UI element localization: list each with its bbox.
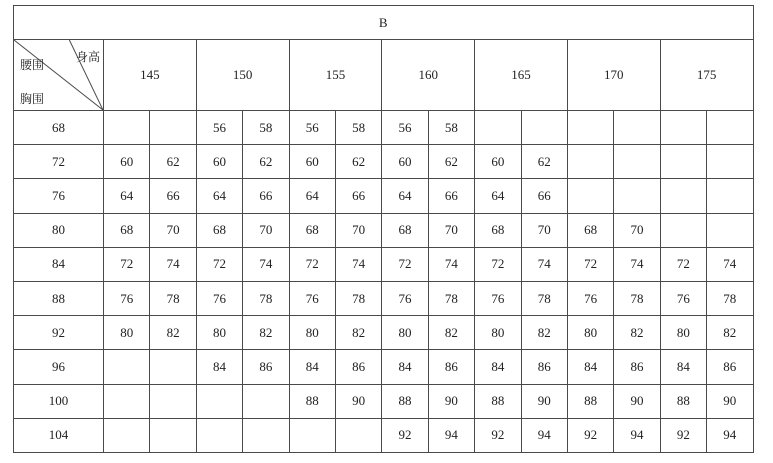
- waist-size-cell: [567, 111, 613, 145]
- waist-size-cell: 62: [521, 145, 567, 179]
- waist-size-cell: 86: [428, 350, 474, 384]
- chest-size-cell: 68: [14, 111, 104, 145]
- waist-size-cell: 78: [150, 281, 196, 315]
- chest-size-cell: 72: [14, 145, 104, 179]
- waist-size-cell: 92: [382, 418, 428, 452]
- table-row: [14, 418, 754, 452]
- waist-size-cell: [196, 384, 242, 418]
- height-header-150: 150: [196, 40, 289, 111]
- waist-size-cell: [567, 145, 613, 179]
- waist-size-cell: 88: [382, 384, 428, 418]
- waist-size-cell: 60: [382, 145, 428, 179]
- waist-size-cell: 68: [289, 213, 335, 247]
- waist-size-cell: [707, 145, 753, 179]
- waist-size-cell: [660, 111, 706, 145]
- waist-size-cell: [243, 418, 289, 452]
- waist-size-cell: 72: [475, 247, 521, 281]
- waist-size-cell: 66: [150, 179, 196, 213]
- waist-size-cell: [707, 179, 753, 213]
- height-header-145: 145: [104, 40, 197, 111]
- height-axis-label: 身高: [75, 50, 100, 64]
- waist-size-cell: 86: [335, 350, 381, 384]
- waist-size-cell: 90: [707, 384, 753, 418]
- waist-size-cell: [614, 145, 660, 179]
- waist-size-cell: [707, 213, 753, 247]
- waist-size-cell: 70: [335, 213, 381, 247]
- waist-size-cell: [475, 111, 521, 145]
- waist-size-cell: 80: [567, 316, 613, 350]
- waist-size-cell: 56: [196, 111, 242, 145]
- waist-size-cell: [104, 350, 150, 384]
- waist-size-cell: 64: [475, 179, 521, 213]
- waist-size-cell: 76: [382, 281, 428, 315]
- waist-size-cell: 76: [104, 281, 150, 315]
- waist-size-cell: 82: [428, 316, 474, 350]
- waist-size-cell: 80: [382, 316, 428, 350]
- waist-size-cell: 82: [335, 316, 381, 350]
- waist-size-cell: 76: [196, 281, 242, 315]
- waist-size-cell: 84: [475, 350, 521, 384]
- waist-size-cell: 92: [660, 418, 706, 452]
- waist-size-cell: 90: [614, 384, 660, 418]
- waist-size-cell: 94: [707, 418, 753, 452]
- waist-size-cell: 90: [428, 384, 474, 418]
- waist-size-cell: 68: [475, 213, 521, 247]
- waist-size-cell: [104, 418, 150, 452]
- waist-size-cell: 70: [521, 213, 567, 247]
- waist-size-cell: 88: [660, 384, 706, 418]
- chest-size-cell: 100: [14, 384, 104, 418]
- waist-size-cell: [660, 213, 706, 247]
- chest-size-cell: 92: [14, 316, 104, 350]
- title-row: [14, 6, 754, 40]
- waist-size-cell: 56: [382, 111, 428, 145]
- waist-size-cell: 78: [335, 281, 381, 315]
- waist-size-cell: 60: [196, 145, 242, 179]
- waist-size-cell: 78: [707, 281, 753, 315]
- height-header-165: 165: [475, 40, 568, 111]
- waist-size-cell: 80: [475, 316, 521, 350]
- waist-size-cell: 82: [243, 316, 289, 350]
- waist-size-cell: 62: [150, 145, 196, 179]
- waist-size-cell: 86: [707, 350, 753, 384]
- waist-size-cell: 60: [104, 145, 150, 179]
- waist-size-cell: 88: [475, 384, 521, 418]
- waist-size-cell: [614, 179, 660, 213]
- waist-size-cell: 74: [150, 247, 196, 281]
- waist-size-cell: 68: [104, 213, 150, 247]
- waist-size-cell: 70: [243, 213, 289, 247]
- waist-size-cell: 72: [289, 247, 335, 281]
- waist-size-cell: 68: [196, 213, 242, 247]
- waist-size-cell: 74: [428, 247, 474, 281]
- table-row: [14, 111, 754, 145]
- waist-size-cell: 78: [428, 281, 474, 315]
- waist-size-cell: 72: [567, 247, 613, 281]
- waist-axis-label: 腰围: [20, 58, 45, 72]
- waist-size-cell: 78: [243, 281, 289, 315]
- waist-size-cell: 82: [521, 316, 567, 350]
- table-row: [14, 384, 754, 418]
- diagonal-header-cell: [14, 40, 104, 111]
- waist-size-cell: 66: [243, 179, 289, 213]
- waist-size-cell: 88: [567, 384, 613, 418]
- waist-size-cell: 84: [660, 350, 706, 384]
- waist-size-cell: 64: [104, 179, 150, 213]
- header-row: [14, 40, 754, 111]
- height-header-175: 175: [660, 40, 753, 111]
- waist-size-cell: [660, 179, 706, 213]
- chest-axis-label: 胸围: [20, 92, 45, 106]
- waist-size-cell: [521, 111, 567, 145]
- waist-size-cell: 94: [428, 418, 474, 452]
- waist-size-cell: [243, 384, 289, 418]
- waist-size-cell: 80: [289, 316, 335, 350]
- waist-size-cell: [335, 418, 381, 452]
- waist-size-cell: 68: [567, 213, 613, 247]
- table-row: [14, 316, 754, 350]
- waist-size-cell: 76: [289, 281, 335, 315]
- waist-size-cell: 66: [521, 179, 567, 213]
- waist-size-cell: 68: [382, 213, 428, 247]
- waist-size-cell: [660, 145, 706, 179]
- waist-size-cell: [104, 111, 150, 145]
- height-header-170: 170: [567, 40, 660, 111]
- waist-size-cell: 66: [335, 179, 381, 213]
- waist-size-cell: 58: [428, 111, 474, 145]
- waist-size-cell: 88: [289, 384, 335, 418]
- waist-size-cell: 56: [289, 111, 335, 145]
- waist-size-cell: 62: [428, 145, 474, 179]
- waist-size-cell: 82: [150, 316, 196, 350]
- table-row: [14, 145, 754, 179]
- waist-size-cell: 74: [521, 247, 567, 281]
- waist-size-cell: 58: [243, 111, 289, 145]
- waist-size-cell: 92: [567, 418, 613, 452]
- table-row: [14, 213, 754, 247]
- waist-size-cell: 72: [660, 247, 706, 281]
- waist-size-cell: 74: [614, 247, 660, 281]
- waist-size-cell: [150, 418, 196, 452]
- height-header-160: 160: [382, 40, 475, 111]
- waist-size-cell: 78: [614, 281, 660, 315]
- chest-size-cell: 76: [14, 179, 104, 213]
- waist-size-cell: 86: [614, 350, 660, 384]
- waist-size-cell: 72: [104, 247, 150, 281]
- waist-size-cell: 84: [289, 350, 335, 384]
- waist-size-cell: 82: [707, 316, 753, 350]
- waist-size-cell: 70: [150, 213, 196, 247]
- waist-size-cell: 64: [196, 179, 242, 213]
- table-row: [14, 350, 754, 384]
- waist-size-cell: 74: [243, 247, 289, 281]
- waist-size-cell: 86: [243, 350, 289, 384]
- height-header-155: 155: [289, 40, 382, 111]
- waist-size-cell: [614, 111, 660, 145]
- waist-size-cell: 84: [196, 350, 242, 384]
- waist-size-cell: [150, 384, 196, 418]
- waist-size-cell: 84: [567, 350, 613, 384]
- table-row: [14, 179, 754, 213]
- waist-size-cell: 70: [428, 213, 474, 247]
- waist-size-cell: 84: [382, 350, 428, 384]
- waist-size-cell: 60: [475, 145, 521, 179]
- waist-size-cell: 72: [382, 247, 428, 281]
- chest-size-cell: 80: [14, 213, 104, 247]
- waist-size-cell: 94: [521, 418, 567, 452]
- size-table: [13, 5, 754, 453]
- waist-size-cell: 76: [475, 281, 521, 315]
- table-row: [14, 281, 754, 315]
- waist-size-cell: 86: [521, 350, 567, 384]
- waist-size-cell: [567, 179, 613, 213]
- table-title: B: [14, 6, 754, 40]
- waist-size-cell: [289, 418, 335, 452]
- waist-size-cell: 74: [707, 247, 753, 281]
- waist-size-cell: [150, 111, 196, 145]
- waist-size-cell: 74: [335, 247, 381, 281]
- waist-size-cell: 66: [428, 179, 474, 213]
- waist-size-cell: [707, 111, 753, 145]
- waist-size-cell: 64: [289, 179, 335, 213]
- waist-size-cell: 94: [614, 418, 660, 452]
- waist-size-cell: 80: [104, 316, 150, 350]
- waist-size-cell: 76: [660, 281, 706, 315]
- chest-size-cell: 104: [14, 418, 104, 452]
- waist-size-cell: 92: [475, 418, 521, 452]
- waist-size-cell: 90: [335, 384, 381, 418]
- waist-size-cell: [150, 350, 196, 384]
- waist-size-cell: 78: [521, 281, 567, 315]
- waist-size-cell: 72: [196, 247, 242, 281]
- chest-size-cell: 88: [14, 281, 104, 315]
- waist-size-cell: 80: [196, 316, 242, 350]
- waist-size-cell: 80: [660, 316, 706, 350]
- waist-size-cell: 70: [614, 213, 660, 247]
- waist-size-cell: 60: [289, 145, 335, 179]
- waist-size-cell: 64: [382, 179, 428, 213]
- waist-size-cell: 62: [335, 145, 381, 179]
- waist-size-cell: 62: [243, 145, 289, 179]
- chest-size-cell: 96: [14, 350, 104, 384]
- waist-size-cell: 58: [335, 111, 381, 145]
- waist-size-cell: 76: [567, 281, 613, 315]
- waist-size-cell: [104, 384, 150, 418]
- chest-size-cell: 84: [14, 247, 104, 281]
- table-row: [14, 247, 754, 281]
- waist-size-cell: 82: [614, 316, 660, 350]
- waist-size-cell: 90: [521, 384, 567, 418]
- waist-size-cell: [196, 418, 242, 452]
